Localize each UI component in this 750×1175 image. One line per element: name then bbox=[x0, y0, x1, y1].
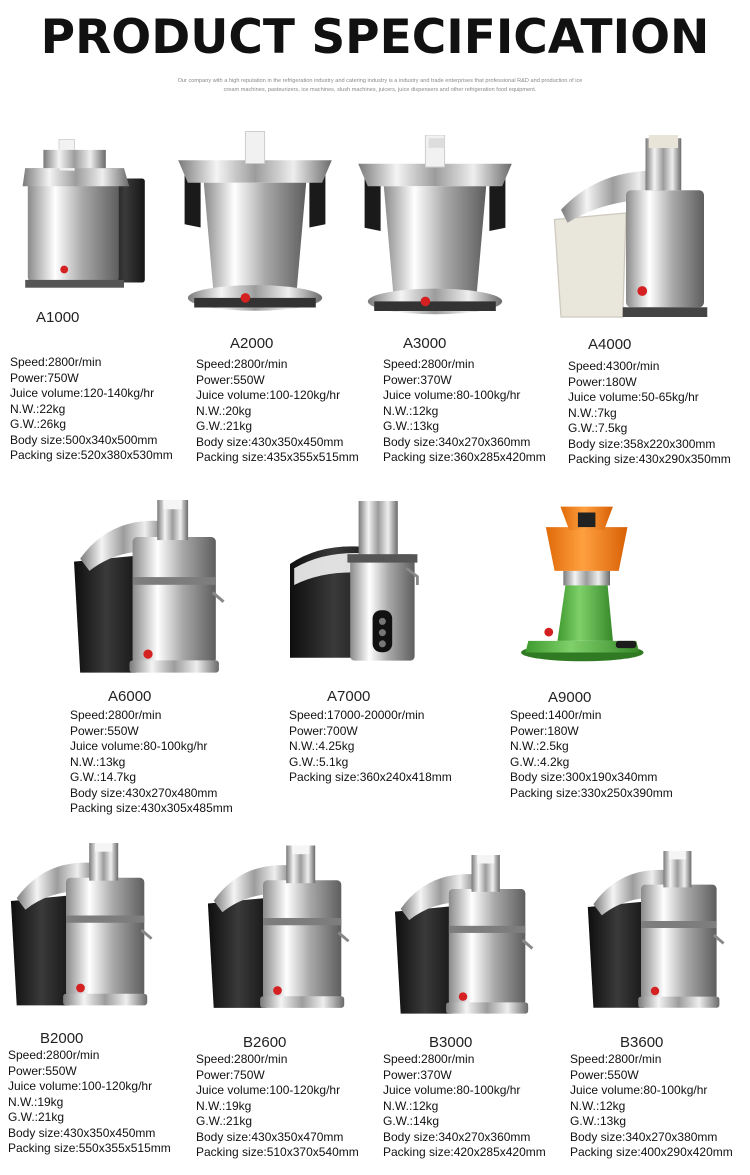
juicer-icon bbox=[283, 495, 423, 675]
spec-line: Speed:2800r/min bbox=[383, 1052, 475, 1066]
spec-line: Packing size:435x355x515mm bbox=[196, 450, 359, 464]
spec-line: Juice volume:80-100kg/hr bbox=[383, 1083, 521, 1097]
juicer-icon bbox=[545, 135, 720, 330]
spec-line: Speed:4300r/min bbox=[568, 359, 660, 373]
spec-line: Packing size:510x370x540mm bbox=[196, 1145, 359, 1159]
spec-line: G.W.:14kg bbox=[383, 1114, 440, 1128]
model-name: A2000 bbox=[230, 335, 274, 352]
model-name: A4000 bbox=[588, 336, 632, 353]
spec-line: Juice volume:120-140kg/hr bbox=[10, 386, 155, 400]
spec-line: Juice volume:80-100kg/hr bbox=[570, 1083, 708, 1097]
spec-list bbox=[289, 708, 452, 786]
spec-line: Body size:430x350x450mm bbox=[196, 434, 344, 449]
spec-list bbox=[196, 1052, 359, 1161]
spec-line: G.W.:13kg bbox=[570, 1114, 627, 1128]
spec-line: Juice volume:80-100kg/hr bbox=[383, 388, 521, 402]
spec-line: Body size:500x340x500mm bbox=[10, 432, 158, 447]
model-name: B2000 bbox=[40, 1030, 84, 1047]
spec-line: Body size:340x270x360mm bbox=[383, 1129, 531, 1144]
model-name: A1000 bbox=[36, 309, 80, 326]
spec-line: N.W.:13kg bbox=[70, 754, 126, 769]
spec-line: N.W.:22kg bbox=[10, 401, 66, 416]
spec-line: Speed:2800r/min bbox=[570, 1052, 662, 1066]
spec-list bbox=[568, 359, 731, 468]
spec-line: G.W.:7.5kg bbox=[568, 421, 628, 435]
spec-line: N.W.:7kg bbox=[568, 405, 617, 420]
juicer-icon bbox=[8, 840, 153, 1020]
spec-list bbox=[70, 708, 233, 817]
spec-line: Body size:430x350x450mm bbox=[8, 1125, 156, 1140]
spec-line: Body size:300x190x340mm bbox=[510, 770, 658, 784]
spec-list bbox=[383, 1052, 546, 1161]
spec-line: G.W.:5.1kg bbox=[289, 754, 349, 769]
juicer-icon bbox=[383, 855, 543, 1025]
juicer-icon bbox=[355, 135, 515, 327]
juicer-icon bbox=[20, 110, 150, 325]
model-name: A3000 bbox=[403, 335, 447, 352]
spec-line: Power:750W bbox=[10, 370, 79, 385]
spec-line: Packing size:360x285x420mm bbox=[383, 450, 546, 464]
spec-line: Power:550W bbox=[70, 723, 139, 738]
spec-line: Speed:2800r/min bbox=[70, 708, 162, 722]
spec-line: G.W.:13kg bbox=[383, 419, 440, 433]
spec-line: N.W.:20kg bbox=[196, 403, 252, 418]
spec-line: Packing size:420x285x420mm bbox=[383, 1145, 546, 1159]
spec-line: N.W.:19kg bbox=[8, 1094, 64, 1109]
spec-line: N.W.:19kg bbox=[196, 1098, 252, 1113]
spec-line: Packing size:400x290x420mm bbox=[570, 1145, 733, 1159]
spec-line: G.W.:21kg bbox=[8, 1110, 65, 1124]
page-title: PRODUCT SPECIFICATION bbox=[40, 10, 710, 65]
spec-line: Packing size:360x240x418mm bbox=[289, 770, 452, 784]
spec-line: Juice volume:80-100kg/hr bbox=[70, 739, 208, 753]
spec-line: Power:180W bbox=[568, 374, 637, 389]
model-name: B3600 bbox=[620, 1034, 664, 1051]
spec-line: N.W.:12kg bbox=[383, 1098, 439, 1113]
spec-line: Juice volume:100-120kg/hr bbox=[196, 1083, 341, 1097]
spec-list bbox=[196, 357, 359, 466]
spec-line: G.W.:21kg bbox=[196, 419, 253, 433]
spec-line: Power:180W bbox=[510, 723, 579, 738]
spec-line: Speed:2800r/min bbox=[196, 1052, 288, 1066]
spec-list bbox=[570, 1052, 733, 1161]
spec-line: Packing size:330x250x390mm bbox=[510, 785, 673, 800]
spec-line: Power:550W bbox=[196, 372, 265, 387]
juicer-icon bbox=[175, 130, 335, 325]
spec-line: Juice volume:100-120kg/hr bbox=[8, 1079, 153, 1093]
model-name: A7000 bbox=[327, 688, 371, 705]
spec-line: Juice volume:50-65kg/hr bbox=[568, 390, 699, 404]
spec-line: Speed:2800r/min bbox=[8, 1048, 100, 1062]
spec-line: N.W.:2.5kg bbox=[510, 739, 569, 753]
juicer-icon bbox=[205, 840, 350, 1025]
spec-line: Power:370W bbox=[383, 1067, 452, 1082]
spec-line: Speed:2800r/min bbox=[196, 357, 288, 371]
spec-line: Packing size:550x355x515mm bbox=[8, 1141, 171, 1155]
spec-list bbox=[510, 708, 673, 801]
spec-line: Packing size:430x305x485mm bbox=[70, 801, 233, 815]
company-description: Our company with a high reputation in the refrigeration industry and catering industry is a industry and trade enterprises that professional R&D and production of ice cream machines, pasteurizers, ice machines, slush machines, juicers, juice dispensers and other refrigeration food equipment. bbox=[177, 78, 583, 93]
juicer-icon bbox=[68, 500, 228, 685]
model-name: B2600 bbox=[243, 1034, 287, 1051]
spec-line: Packing size:430x290x350mm bbox=[568, 452, 731, 466]
spec-list bbox=[10, 355, 173, 464]
model-name: B3000 bbox=[429, 1034, 473, 1051]
spec-line: G.W.:26kg bbox=[10, 417, 67, 431]
spec-line: G.W.:21kg bbox=[196, 1114, 253, 1128]
model-name: A6000 bbox=[108, 688, 152, 705]
spec-line: Body size:340x270x360mm bbox=[383, 434, 531, 449]
spec-list bbox=[383, 357, 546, 466]
spec-line: Speed:2800r/min bbox=[383, 357, 475, 371]
spec-line: Body size:358x220x300mm bbox=[568, 436, 716, 451]
spec-line: Juice volume:100-120kg/hr bbox=[196, 388, 341, 402]
spec-line: N.W.:12kg bbox=[570, 1098, 626, 1113]
spec-line: Power:550W bbox=[570, 1067, 639, 1082]
spec-line: Speed:2800r/min bbox=[10, 355, 102, 369]
spec-line: Power:750W bbox=[196, 1067, 265, 1082]
spec-line: Body size:430x350x470mm bbox=[196, 1129, 344, 1144]
spec-line: N.W.:12kg bbox=[383, 403, 439, 418]
spec-line: Packing size:520x380x530mm bbox=[10, 448, 173, 462]
spec-list bbox=[8, 1048, 171, 1157]
spec-line: Power:370W bbox=[383, 372, 452, 387]
spec-line: Speed:17000-20000r/min bbox=[289, 708, 425, 722]
juicer-icon bbox=[585, 845, 725, 1025]
spec-line: Body size:340x270x380mm bbox=[570, 1129, 718, 1144]
citrus-juicer-icon bbox=[500, 495, 650, 670]
spec-line: Power:550W bbox=[8, 1063, 77, 1078]
spec-line: G.W.:4.2kg bbox=[510, 754, 570, 769]
spec-line: Body size:430x270x480mm bbox=[70, 785, 218, 800]
model-name: A9000 bbox=[548, 689, 592, 706]
spec-line: G.W.:14.7kg bbox=[70, 770, 137, 784]
spec-line: Speed:1400r/min bbox=[510, 708, 602, 722]
spec-line: N.W.:4.25kg bbox=[289, 739, 355, 753]
spec-line: Power:700W bbox=[289, 723, 358, 738]
